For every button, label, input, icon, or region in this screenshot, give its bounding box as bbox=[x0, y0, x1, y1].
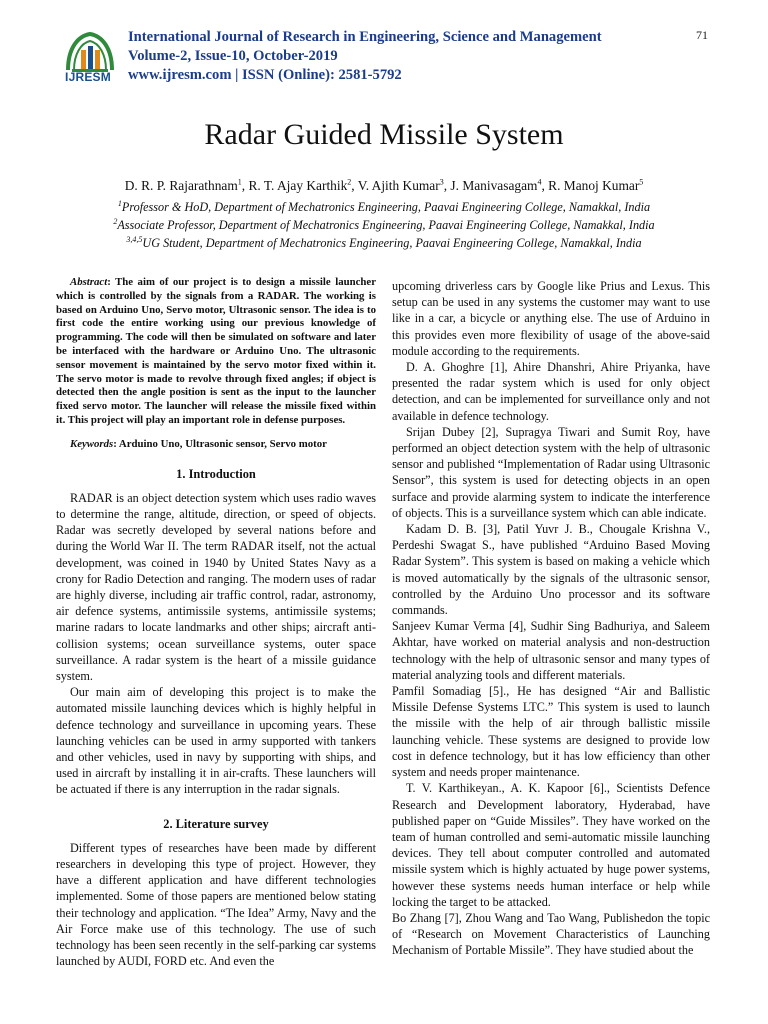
affiliation: $^{3,4,5}$UG Student, Department of Mechatronics Engineering, Paavai Engineering College, Namakkal, India bbox=[126, 234, 642, 250]
affiliation: $^1$Professor & HoD, Department of Mechatronics Engineering, Paavai Engineering College, Namakkal, India bbox=[117, 198, 651, 214]
page-number: 71 bbox=[696, 28, 708, 42]
paragraph: D. A. Ghoghre [1], Ahire Dhanshri, Ahire Priyanka, have presented the radar system which is used for only object detection, and can be implemented for surveillance only and not available in defence technology. bbox=[392, 360, 710, 423]
affiliation: $^2$Associate Professor, Department of Mechatronics Engineering, Paavai Engineering College, Namakkal, India bbox=[113, 216, 655, 232]
paragraph: Pamfil Somadiag [5]., He has designed “Air and Ballistic Missile Defense Systems LTC.” This system is used to launch the missile with the help of air through ballistic missile launching vehicle. These systems are designed to provide low cost in defence technology, but it has low efficiency than other system and needs proper maintenance. bbox=[392, 684, 710, 780]
keywords bbox=[56, 438, 376, 452]
abstract-label: Abstract bbox=[70, 276, 108, 288]
logo-text: IJRESM bbox=[65, 70, 111, 84]
author-list bbox=[0, 178, 768, 194]
abstract bbox=[56, 276, 376, 428]
journal-volume: Volume-2, Issue-10, October-2019 bbox=[128, 48, 338, 64]
paragraph: Kadam D. B. [3], Patil Yuvr J. B., Chougale Krishna V., Perdeshi Swagat S., have published “Arduino Based Moving Radar System”. This system is based on making a vehicle which is moved automatically by the signals of the ultrasonic sensor, controlled by the Arduino Uno processor and its software commands. bbox=[392, 522, 710, 618]
paper-title: Radar Guided Missile System bbox=[204, 118, 564, 151]
paragraph: Bo Zhang [7], Zhou Wang and Tao Wang, Publishedon the topic of “Research on Movement Characteristics of Launching Mechanism of Portable Missile”. They have studied about the bbox=[392, 910, 710, 958]
abstract-text: : The aim of our project is to design a missile launcher which is controlled by the signals from a RADAR. The working is based on Arduino Uno, Servo motor, Ultrasonic sensor. The idea is to first code the entire working using our previous knowledge of programming. The code will then be simulated on software and later be interfaced with the hardware or Arduino Uno. The ultrasonic sensor movement is maintained by the servo motor fixed within it. The servo motor is made to revolve through fixed angles; if object is detected then the angle position is sent as the input to the launcher fixed servo motor. The launcher will release the missile fixed within it. This project will play an important role in defense purposes. bbox=[56, 276, 376, 426]
affiliation-list bbox=[0, 198, 768, 252]
left-column bbox=[56, 276, 376, 969]
keywords-label: Keywords bbox=[70, 437, 114, 450]
journal-header bbox=[56, 24, 736, 94]
section-heading: 1. Introduction bbox=[176, 466, 256, 481]
journal-name: International Journal of Research in Engineering, Science and Management bbox=[128, 29, 602, 45]
section-heading: 2. Literature survey bbox=[163, 816, 269, 831]
author: V. Ajith Kumar$^3$, bbox=[357, 177, 451, 193]
paragraph: Srijan Dubey [2], Supragya Tiwari and Sumit Roy, have performed an object detection system with the help of ultrasonic sensor and published “Implementation of Radar using Ultrasonic Sensor”, this system is used for detecting objects in an open surface and provide alarming system to indicate the interference of objects. This is a surveillance system which can able indicate. bbox=[392, 424, 710, 520]
paragraph: Different types of researches have been made by different researchers in developing this type of project. However, they have a different application and have different technologies implemented. Some of those papers are mentioned below stating their technology and application. “The Idea” Army, Navy and the Air Force make use of this technology. The use of such technology has been seen recently in the self-parking car systems launched by AUDI, FORD etc. And even the bbox=[56, 840, 376, 969]
paragraph: Sanjeev Kumar Verma [4], Sudhir Sing Badhuriya, and Saleem Akhtar, have worked on material analysis and non-destruction technology with the help of ultrasonic sensor and many types of material analyzing tools and different materials. bbox=[392, 619, 710, 682]
keywords-text: : Arduino Uno, Ultrasonic sensor, Servo motor bbox=[113, 437, 327, 450]
paragraph: Our main aim of developing this project is to make the automated missile launching devices which is highly helpful in defence technology and surveillance in upcoming years. These launching vehicles can be used in army supported with tankers and other vehicles, used in navy by supporting with ships, and used in aircraft by installing it in air-crafts. These launchers will be actuated if there is any interruption in the radar signals. bbox=[56, 685, 376, 797]
author: R. T. Ajay Karthik$^2$, bbox=[248, 177, 358, 193]
paragraph: upcoming driverless cars by Google like Prius and Lexus. This setup can be used in any systems the customer may want to use like in a car, a bicycle or anything else. The use of Arduino in this provides even more flexibility of usage of the above-said module according to the requirements. bbox=[392, 279, 710, 358]
journal-website[interactable]: www.ijresm.com | ISSN (Online): 2581-5792 bbox=[128, 67, 402, 83]
paragraph: T. V. Karthikeyan., A. K. Kapoor [6]., Scientists Defence Research and Development laboratory, Hyderabad, have published paper on “Guide Missiles”. They have worked on the team of human controlled and semi-automatic missile launching devices. They tell about computer controlled and automated missile system which is highly actuated by huge power systems, however these systems needs human interface or help while locking the target to be attacked. bbox=[392, 781, 710, 909]
paragraph: RADAR is an object detection system which uses radio waves to determine the range, altitude, direction, or speed of objects. Radar was secretly developed by several nations before and during the World War II. The term RADAR itself, not the actual development, was coined in 1940 by United States Navy as a crony for Radio Detection and ranging. The modern uses of radar are highly diverse, including air traffic control, radar, astronomy, air defence systems, antimissile systems, antimissile systems; marine radars to locate landmarks and other ships; aircraft anti-collision systems; ocean surveillance systems, outer space surveillance. A radar system is the heart of a missile guidance system. bbox=[56, 490, 376, 683]
author: R. Manoj Kumar$^5$ bbox=[548, 177, 644, 193]
author: J. Manivasagam$^4$, bbox=[450, 177, 549, 193]
author: D. R. P. Rajarathnam$^1$, bbox=[124, 177, 249, 193]
right-column bbox=[392, 278, 710, 959]
journal-info bbox=[128, 28, 602, 85]
